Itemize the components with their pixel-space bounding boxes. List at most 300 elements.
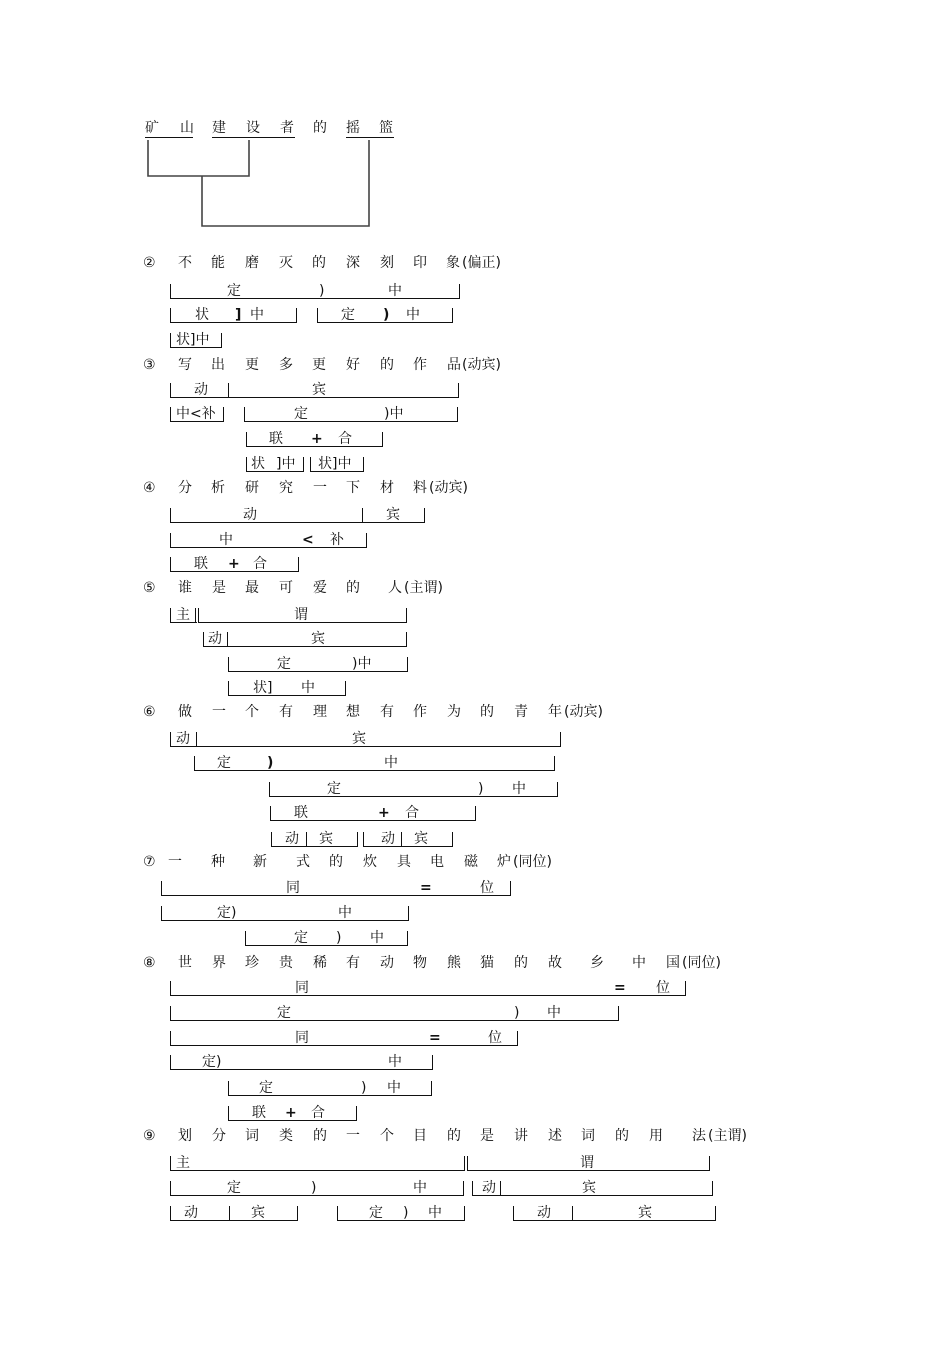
ex9-bracket [337, 1220, 465, 1221]
ex8-char: 的 [514, 955, 528, 971]
ex3-char: 的 [380, 357, 394, 373]
ex3-tag: (动宾) [462, 357, 501, 373]
ex1-char: 山 [180, 120, 194, 136]
ex4-number: ④ [143, 480, 156, 496]
bracket-tick [223, 407, 224, 422]
ex5-label: 定 [277, 656, 291, 672]
ex4-char: 一 [313, 480, 327, 496]
ex9-char: 一 [346, 1128, 360, 1144]
bracket-tick [382, 432, 383, 447]
ex6-label: ) [267, 755, 274, 771]
bracket-tick [227, 632, 228, 647]
ex3-char: 品 [447, 357, 461, 373]
bracket-tick [406, 608, 407, 623]
ex5-label: 谓 [294, 607, 308, 623]
bracket-tick [170, 1181, 171, 1196]
bracket-tick [464, 1206, 465, 1221]
ex6-label: 宾 [414, 831, 428, 847]
bracket-tick [401, 832, 402, 847]
ex8-char: 稀 [313, 955, 327, 971]
bracket-tick [246, 432, 247, 447]
ex3-label: 状 [251, 456, 265, 472]
bracket-tick [407, 657, 408, 672]
ex3-label: 定 [294, 406, 308, 422]
bracket-tick [170, 383, 171, 398]
ex1-tree-diagram [140, 135, 380, 235]
ex2-label: 中 [406, 307, 420, 323]
ex6-char: 一 [212, 704, 226, 720]
ex6-bracket [196, 746, 561, 747]
ex7-tag: (同位) [513, 854, 552, 870]
bracket-tick [424, 508, 425, 523]
bracket-tick [245, 931, 246, 946]
ex7-label: ) [336, 930, 342, 946]
ex8-label: ) [514, 1005, 520, 1021]
bracket-tick [560, 732, 561, 747]
ex3-char: 多 [279, 357, 293, 373]
bracket-tick [459, 284, 460, 299]
bracket-tick [431, 1081, 432, 1096]
ex5-label: 状] [253, 680, 273, 696]
ex6-char: 做 [178, 704, 192, 720]
ex2-label: ) [383, 307, 390, 323]
bracket-tick [457, 407, 458, 422]
ex6-label: 中 [384, 755, 398, 771]
ex9-number: ⑨ [143, 1128, 156, 1144]
bracket-tick [366, 533, 367, 548]
ex9-char: 划 [178, 1128, 192, 1144]
ex5-bracket [228, 695, 346, 696]
ex3-bracket [244, 421, 458, 422]
ex9-label: 中 [413, 1180, 427, 1196]
ex8-char: 故 [548, 955, 562, 971]
ex4-label: 中 [219, 532, 233, 548]
ex6-label: 合 [405, 805, 419, 821]
ex3-bracket [228, 397, 459, 398]
bracket-tick [229, 1206, 230, 1221]
ex2-label: 定 [341, 307, 355, 323]
ex3-label: 宾 [312, 382, 326, 398]
ex1-char: 的 [313, 120, 327, 136]
bracket-tick [170, 732, 171, 747]
ex8-char: 世 [178, 955, 192, 971]
ex6-label: 联 [294, 805, 308, 821]
ex9-char: 的 [447, 1128, 461, 1144]
bracket-tick [170, 608, 171, 623]
bracket-tick [244, 407, 245, 422]
ex9-char: 目 [413, 1128, 427, 1144]
ex4-char: 析 [211, 480, 225, 496]
ex4-bracket [170, 522, 363, 523]
ex6-label: 定 [327, 781, 341, 797]
ex8-tag: (同位) [682, 955, 721, 971]
ex2-label: 中 [250, 307, 264, 323]
ex8-label: 位 [656, 980, 670, 996]
bracket-tick [228, 681, 229, 696]
bracket-tick [170, 284, 171, 299]
ex8-number: ⑧ [143, 955, 156, 971]
ex5-label: 宾 [311, 631, 325, 647]
bracket-tick [228, 1081, 229, 1096]
bracket-tick [246, 457, 247, 472]
ex7-bracket [161, 895, 511, 896]
bracket-tick [306, 832, 307, 847]
ex9-label: ) [311, 1180, 317, 1196]
ex2-label: 状]中 [176, 332, 210, 348]
bracket-tick [170, 508, 171, 523]
ex7-label: 中 [338, 905, 352, 921]
bracket-tick [298, 557, 299, 572]
ex6-char: 为 [447, 704, 461, 720]
ex2-char: 深 [346, 255, 360, 271]
ex9-label: ) [403, 1205, 409, 1221]
bracket-tick [317, 308, 318, 323]
bracket-tick [685, 981, 686, 996]
ex9-char: 法 [692, 1128, 706, 1144]
ex4-char: 究 [279, 480, 293, 496]
ex9-char: 是 [480, 1128, 494, 1144]
ex8-char: 物 [413, 955, 427, 971]
ex6-label: 定 [217, 755, 231, 771]
bracket-tick [170, 557, 171, 572]
bracket-tick [170, 1031, 171, 1046]
ex6-label: 中 [512, 781, 526, 797]
ex1-char: 篮 [379, 120, 393, 136]
bracket-tick [475, 806, 476, 821]
bracket-tick [161, 906, 162, 921]
ex8-char: 动 [380, 955, 394, 971]
ex9-char: 讲 [514, 1128, 528, 1144]
ex4-char: 料 [413, 480, 427, 496]
ex9-label: 动 [482, 1180, 496, 1196]
ex6-tag: (动宾) [564, 704, 603, 720]
ex9-label: 谓 [580, 1155, 594, 1171]
ex2-char: 印 [413, 255, 427, 271]
ex7-char: 炉 [497, 854, 511, 870]
ex7-label: 位 [480, 880, 494, 896]
ex8-label: 同 [295, 980, 309, 996]
ex6-label: 宾 [352, 731, 366, 747]
ex6-char: 理 [313, 704, 327, 720]
ex9-label: 定 [369, 1205, 383, 1221]
ex3-char: 更 [312, 357, 326, 373]
ex6-char: 年 [548, 704, 562, 720]
ex2-tag: (偏正) [462, 255, 501, 271]
ex8-label: 中 [388, 1054, 402, 1070]
ex9-label: 定 [227, 1180, 241, 1196]
ex7-char: 磁 [464, 854, 478, 870]
ex9-label: 宾 [582, 1180, 596, 1196]
ex8-label: 同 [295, 1030, 309, 1046]
ex8-label: 定 [259, 1080, 273, 1096]
ex3-label: 动 [194, 382, 208, 398]
ex5-char: 可 [279, 580, 293, 596]
bracket-tick [270, 806, 271, 821]
ex4-label: 联 [194, 556, 208, 572]
ex2-label: ] [235, 307, 242, 323]
ex8-label: 位 [488, 1030, 502, 1046]
ex3-label: ]中 [276, 456, 296, 472]
bracket-tick [303, 457, 304, 472]
ex8-label: 合 [311, 1105, 325, 1121]
ex9-char: 个 [380, 1128, 394, 1144]
ex2-char: 不 [178, 255, 192, 271]
ex8-char: 珍 [245, 955, 259, 971]
bracket-tick [407, 931, 408, 946]
ex3-char: 写 [178, 357, 192, 373]
ex7-label: 同 [286, 880, 300, 896]
bracket-tick [170, 407, 171, 422]
bracket-tick [170, 1156, 171, 1171]
ex4-tag: (动宾) [429, 480, 468, 496]
bracket-tick [452, 308, 453, 323]
ex8-label: ) [361, 1080, 367, 1096]
ex7-label: 中 [370, 930, 384, 946]
ex8-char: 熊 [447, 955, 461, 971]
bracket-tick [170, 533, 171, 548]
ex9-char: 词 [581, 1128, 595, 1144]
ex9-char: 用 [649, 1128, 663, 1144]
ex5-label: 中 [301, 680, 315, 696]
ex7-char: 电 [430, 854, 444, 870]
ex6-bracket [363, 846, 453, 847]
ex6-label: 动 [381, 831, 395, 847]
ex3-label: + [311, 431, 323, 447]
ex1-char: 者 [280, 120, 294, 136]
bracket-tick [170, 333, 171, 348]
bracket-tick [337, 1206, 338, 1221]
ex4-label: + [228, 556, 240, 572]
ex7-char: 的 [329, 854, 343, 870]
ex2-label: 定 [227, 283, 241, 299]
bracket-tick [170, 1055, 171, 1070]
ex9-char: 的 [313, 1128, 327, 1144]
ex8-label: 中 [387, 1080, 401, 1096]
ex8-label: 定) [202, 1054, 222, 1070]
bracket-tick [408, 906, 409, 921]
bracket-tick [362, 508, 363, 523]
bracket-tick [432, 1055, 433, 1070]
ex6-char: 作 [413, 704, 427, 720]
ex6-label: 动 [176, 731, 190, 747]
ex8-char: 界 [212, 955, 226, 971]
bracket-tick [500, 1181, 501, 1196]
ex7-char: 一 [168, 854, 182, 870]
ex7-number: ⑦ [143, 854, 156, 870]
ex3-char: 出 [211, 357, 225, 373]
ex6-char: 的 [480, 704, 494, 720]
ex3-label: )中 [384, 406, 404, 422]
ex5-bracket [228, 671, 408, 672]
ex9-char: 分 [212, 1128, 226, 1144]
ex4-label: 补 [330, 532, 344, 548]
bracket-tick [513, 1206, 514, 1221]
bracket-tick [363, 457, 364, 472]
ex2-char: 灭 [279, 255, 293, 271]
ex8-char: 有 [346, 955, 360, 971]
ex8-label: = [614, 980, 626, 996]
bracket-tick [458, 383, 459, 398]
ex6-label: 宾 [319, 831, 333, 847]
bracket-tick [203, 632, 204, 647]
ex5-char: 谁 [178, 580, 192, 596]
bracket-tick [194, 756, 195, 771]
bracket-tick [572, 1206, 573, 1221]
ex8-bracket [170, 1045, 518, 1046]
bracket-tick [198, 608, 199, 623]
ex5-char: 是 [212, 580, 226, 596]
ex9-char: 词 [245, 1128, 259, 1144]
ex2-char: 刻 [380, 255, 394, 271]
ex8-char: 贵 [279, 955, 293, 971]
ex8-char: 猫 [480, 955, 494, 971]
ex3-label: 联 [269, 431, 283, 447]
bracket-tick [221, 333, 222, 348]
ex6-label: 动 [285, 831, 299, 847]
ex5-char: 爱 [313, 580, 327, 596]
ex6-bracket [194, 770, 555, 771]
ex9-label: 动 [537, 1205, 551, 1221]
ex5-label: )中 [352, 656, 372, 672]
ex7-bracket [161, 920, 409, 921]
bracket-tick [363, 832, 364, 847]
bracket-tick [228, 1106, 229, 1121]
bracket-tick [196, 732, 197, 747]
ex5-char: 人 [388, 580, 402, 596]
bracket-tick [170, 1006, 171, 1021]
bracket-tick [297, 1206, 298, 1221]
bracket-tick [228, 383, 229, 398]
ex7-label: 定) [217, 905, 237, 921]
ex8-label: 中 [547, 1005, 561, 1021]
ex1-char: 矿 [145, 120, 159, 136]
ex2-bracket [170, 298, 460, 299]
ex8-label: = [429, 1030, 441, 1046]
ex1-char: 建 [212, 120, 226, 136]
ex9-bracket [170, 1170, 465, 1171]
ex9-char: 述 [548, 1128, 562, 1144]
bracket-tick [464, 1156, 465, 1171]
bracket-tick [161, 881, 162, 896]
bracket-tick [406, 632, 407, 647]
ex3-label: 中<补 [176, 406, 216, 422]
ex9-char: 类 [279, 1128, 293, 1144]
ex3-char: 好 [346, 357, 360, 373]
ex9-label: 宾 [251, 1205, 265, 1221]
bracket-tick [517, 1031, 518, 1046]
bracket-tick [467, 1156, 468, 1171]
ex6-char: 有 [380, 704, 394, 720]
ex8-char: 中 [632, 955, 646, 971]
ex6-char: 有 [279, 704, 293, 720]
ex2-char: 能 [211, 255, 225, 271]
ex3-label: 合 [338, 431, 352, 447]
ex9-label: 宾 [638, 1205, 652, 1221]
bracket-tick [709, 1156, 710, 1171]
ex4-label: 合 [253, 556, 267, 572]
bracket-tick [463, 1181, 464, 1196]
ex9-label: 主 [176, 1155, 190, 1171]
ex5-tag: (主谓) [404, 580, 443, 596]
bracket-tick [269, 782, 270, 797]
ex6-label: ) [478, 781, 484, 797]
ex5-label: 主 [176, 607, 190, 623]
ex2-bracket [170, 322, 297, 323]
ex2-label: 中 [388, 283, 402, 299]
ex4-char: 下 [346, 480, 360, 496]
ex2-label: 状 [195, 307, 209, 323]
ex2-char: 的 [312, 255, 326, 271]
bracket-tick [345, 681, 346, 696]
bracket-tick [554, 756, 555, 771]
bracket-tick [356, 1106, 357, 1121]
bracket-tick [310, 457, 311, 472]
ex9-tag: (主谓) [708, 1128, 747, 1144]
ex6-label: + [378, 805, 390, 821]
bracket-tick [228, 657, 229, 672]
bracket-tick [357, 832, 358, 847]
ex2-label: ) [319, 283, 325, 299]
ex8-label: 定 [277, 1005, 291, 1021]
ex5-char: 的 [346, 580, 360, 596]
ex4-label: 动 [243, 507, 257, 523]
bracket-tick [510, 881, 511, 896]
bracket-tick [296, 308, 297, 323]
bracket-tick [557, 782, 558, 797]
bracket-tick [170, 308, 171, 323]
ex7-label: = [420, 880, 432, 896]
bracket-tick [271, 832, 272, 847]
ex4-label: 宾 [386, 507, 400, 523]
ex7-char: 种 [211, 854, 225, 870]
ex5-char: 最 [245, 580, 259, 596]
ex7-char: 炊 [363, 854, 377, 870]
ex5-number: ⑤ [143, 580, 156, 596]
ex3-label: 状]中 [318, 456, 352, 472]
ex3-char: 更 [245, 357, 259, 373]
bracket-tick [170, 981, 171, 996]
ex7-char: 新 [253, 854, 267, 870]
bracket-tick [618, 1006, 619, 1021]
bracket-tick [195, 608, 196, 623]
ex8-bracket [170, 995, 686, 996]
bracket-tick [712, 1181, 713, 1196]
ex5-label: 动 [208, 631, 222, 647]
ex7-char: 具 [397, 854, 411, 870]
ex2-number: ② [143, 255, 156, 271]
ex7-char: 式 [296, 854, 310, 870]
bracket-tick [452, 832, 453, 847]
bracket-tick [170, 1206, 171, 1221]
ex8-char: 国 [666, 955, 680, 971]
ex1-char: 摇 [346, 120, 360, 136]
ex8-label: + [285, 1105, 297, 1121]
ex3-char: 作 [413, 357, 427, 373]
ex4-label: < [302, 532, 314, 548]
ex2-char: 磨 [245, 255, 259, 271]
ex6-char: 青 [514, 704, 528, 720]
ex6-char: 想 [346, 704, 360, 720]
ex8-label: 联 [252, 1105, 266, 1121]
ex6-char: 个 [245, 704, 259, 720]
ex9-label: 动 [184, 1205, 198, 1221]
ex4-char: 分 [178, 480, 192, 496]
ex2-char: 象 [446, 255, 460, 271]
ex6-number: ⑥ [143, 704, 156, 720]
ex9-char: 的 [615, 1128, 629, 1144]
ex7-label: 定 [294, 930, 308, 946]
ex4-char: 研 [245, 480, 259, 496]
